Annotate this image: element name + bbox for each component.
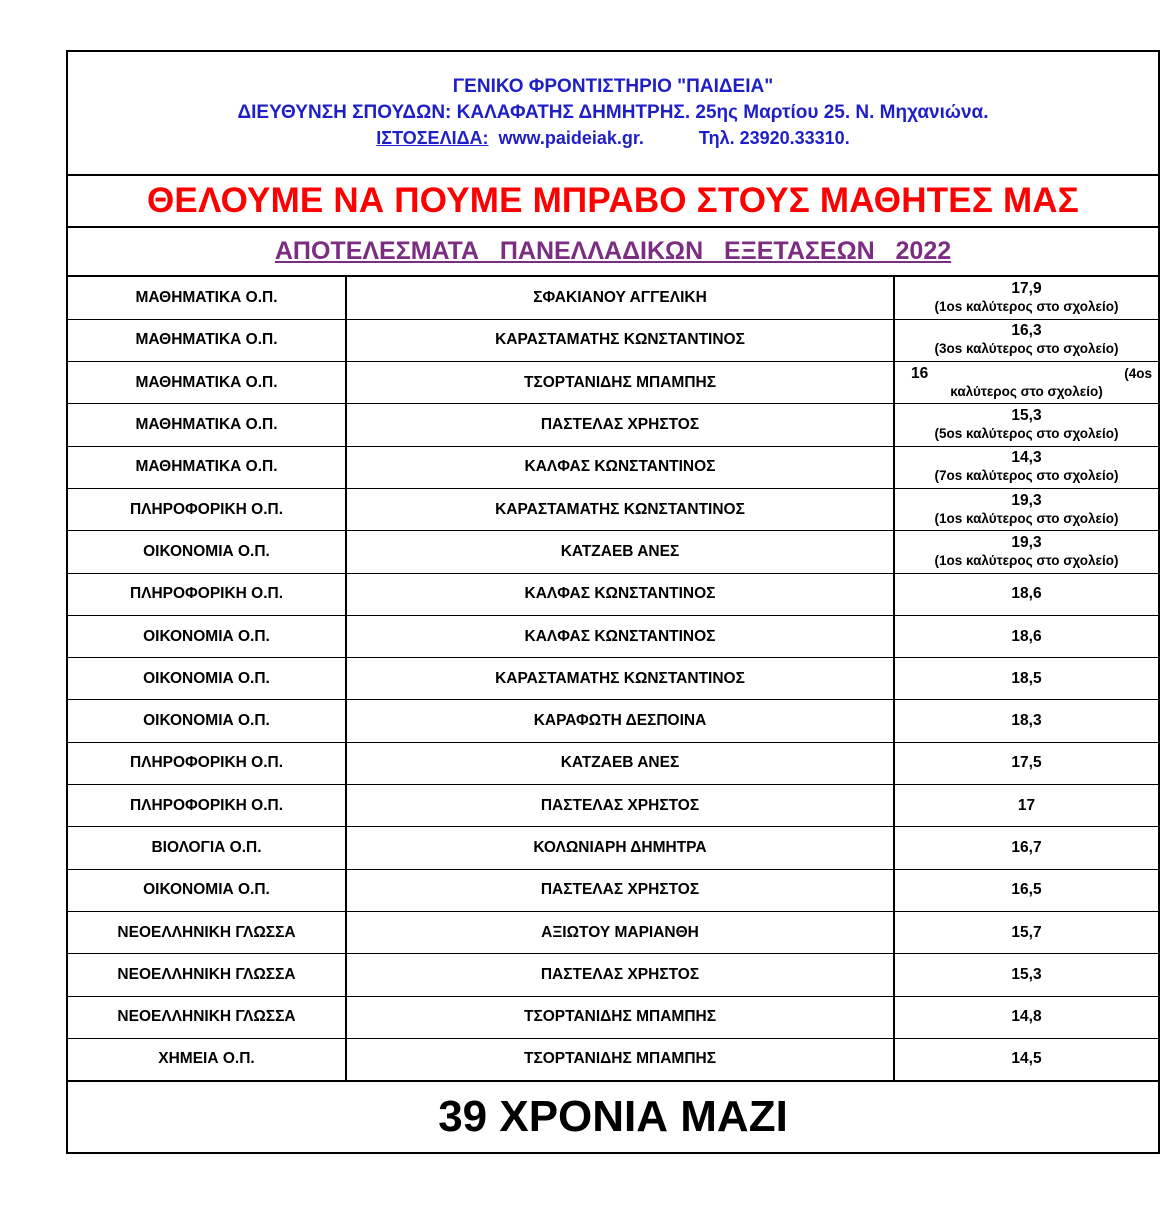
student-cell: ΤΣΟΡΤΑΝΙΔΗΣ ΜΠΑΜΠΗΣ — [346, 996, 894, 1038]
subject-cell: ΜΑΘΗΜΑΤΙΚΑ Ο.Π. — [68, 404, 346, 446]
grade-cell — [894, 488, 1158, 530]
grade-value: 16 — [911, 364, 929, 382]
subject-cell: ΟΙΚΟΝΟΜΙΑ Ο.Π. — [68, 615, 346, 657]
subject-cell: ΟΙΚΟΝΟΜΙΑ Ο.Π. — [68, 658, 346, 700]
grade-cell — [894, 700, 1158, 742]
results-sheet — [66, 50, 1160, 1154]
grade-cell — [894, 911, 1158, 953]
student-cell: ΚΑΡΑΣΤΑΜΑΤΗΣ ΚΩΝΣΤΑΝΤΙΝΟΣ — [346, 488, 894, 530]
subject-cell: ΠΛΗΡΟΦΟΡΙΚΗ Ο.Π. — [68, 742, 346, 784]
table-row — [68, 446, 1158, 488]
grade-cell — [894, 869, 1158, 911]
student-cell: ΚΑΛΦΑΣ ΚΩΝΣΤΑΝΤΙΝΟΣ — [346, 446, 894, 488]
grade-rank-note: καλύτερος στο σχολείο) — [950, 383, 1103, 399]
grade-cell — [894, 573, 1158, 615]
grade-cell — [894, 531, 1158, 573]
grade-cell — [894, 319, 1158, 361]
grade-rank-note: (1οs καλύτερος στο σχολείο) — [934, 510, 1119, 526]
table-row — [68, 869, 1158, 911]
table-row — [68, 742, 1158, 784]
subject-cell: ΒΙΟΛΟΓΙΑ Ο.Π. — [68, 827, 346, 869]
grade-cell — [894, 996, 1158, 1038]
website-link[interactable]: www.paideiak.gr. — [498, 128, 644, 148]
subject-cell: ΠΛΗΡΟΦΟΡΙΚΗ Ο.Π. — [68, 488, 346, 530]
grade-cell — [894, 827, 1158, 869]
table-row — [68, 404, 1158, 446]
student-cell: ΚΑΡΑΦΩΤΗ ΔΕΣΠΟΙΝΑ — [346, 700, 894, 742]
grade-value: 15,3 — [1011, 407, 1042, 425]
table-row — [68, 531, 1158, 573]
grade-value: 14,3 — [1011, 449, 1042, 467]
subject-cell: ΜΑΘΗΜΑΤΙΚΑ Ο.Π. — [68, 362, 346, 404]
table-row — [68, 615, 1158, 657]
subject-cell: ΜΑΘΗΜΑΤΙΚΑ Ο.Π. — [68, 319, 346, 361]
subject-cell: ΠΛΗΡΟΦΟΡΙΚΗ Ο.Π. — [68, 573, 346, 615]
school-name: ΓΕΝΙΚΟ ΦΡΟΝΤΙΣΤΗΡΙΟ "ΠΑΙΔΕΙΑ" — [452, 76, 774, 97]
grade-cell — [894, 954, 1158, 996]
student-cell: ΚΑΤΖΑΕΒ ΑΝΕΣ — [346, 531, 894, 573]
subject-cell: ΟΙΚΟΝΟΜΙΑ Ο.Π. — [68, 531, 346, 573]
grade-cell — [894, 1038, 1158, 1080]
table-row — [68, 319, 1158, 361]
student-cell: ΚΑΤΖΑΕΒ ΑΝΕΣ — [346, 742, 894, 784]
student-cell: ΤΣΟΡΤΑΝΙΔΗΣ ΜΠΑΜΠΗΣ — [346, 362, 894, 404]
grade-rank-note: (7οs καλύτερος στο σχολείο) — [934, 468, 1119, 484]
table-row — [68, 996, 1158, 1038]
table-row — [68, 827, 1158, 869]
student-cell: ΑΞΙΩΤΟΥ ΜΑΡΙΑΝΘΗ — [346, 911, 894, 953]
school-address: ΔΙΕΥΘΥΝΣΗ ΣΠΟΥΔΩΝ: ΚΑΛΑΦΑΤΗΣ ΔΗΜΗΤΡΗΣ. 25ης Μαρτίου 25. Ν. Μηχανιώνα. — [237, 102, 989, 123]
grade-cell — [894, 785, 1158, 827]
grade-value: 15,7 — [1011, 923, 1042, 941]
subject-cell: ΜΑΘΗΜΑΤΙΚΑ Ο.Π. — [68, 446, 346, 488]
student-cell: ΠΑΣΤΕΛΑΣ ΧΡΗΣΤΟΣ — [346, 869, 894, 911]
table-row — [68, 1038, 1158, 1080]
table-row — [68, 700, 1158, 742]
subject-cell: ΟΙΚΟΝΟΜΙΑ Ο.Π. — [68, 700, 346, 742]
grade-rank-note: (1οs καλύτερος στο σχολείο) — [934, 552, 1119, 568]
student-cell: ΤΣΟΡΤΑΝΙΔΗΣ ΜΠΑΜΠΗΣ — [346, 1038, 894, 1080]
grade-value: 18,6 — [1011, 585, 1042, 603]
grade-rank-note: (3οs καλύτερος στο σχολείο) — [934, 341, 1119, 357]
grade-value: 14,8 — [1011, 1008, 1042, 1026]
grade-value: 19,3 — [1011, 533, 1042, 551]
grade-cell — [894, 742, 1158, 784]
grade-cell — [894, 404, 1158, 446]
student-cell: ΠΑΣΤΕΛΑΣ ΧΡΗΣΤΟΣ — [346, 954, 894, 996]
table-row — [68, 362, 1158, 404]
grade-value: 18,6 — [1011, 627, 1042, 645]
table-row — [68, 911, 1158, 953]
subject-cell: ΝΕΟΕΛΛΗΝΙΚΗ ΓΛΩΣΣΑ — [68, 911, 346, 953]
grade-value: 18,5 — [1011, 669, 1042, 687]
subject-cell: ΝΕΟΕΛΛΗΝΙΚΗ ΓΛΩΣΣΑ — [68, 996, 346, 1038]
subject-cell: ΧΗΜΕΙΑ Ο.Π. — [68, 1038, 346, 1080]
results-title: ΑΠΟΤΕΛΕΣΜΑΤΑ ΠΑΝΕΛΛΑΔΙΚΩΝ ΕΞΕΤΑΣΕΩΝ 2022 — [68, 228, 1158, 277]
phone-number: Τηλ. 23920.33310. — [698, 128, 850, 148]
table-row — [68, 785, 1158, 827]
grade-value: 18,3 — [1011, 712, 1042, 730]
grade-value: 17,9 — [1011, 279, 1042, 297]
student-cell: ΚΑΡΑΣΤΑΜΑΤΗΣ ΚΩΝΣΤΑΝΤΙΝΟΣ — [346, 658, 894, 700]
student-cell: ΚΑΡΑΣΤΑΜΑΤΗΣ ΚΩΝΣΤΑΝΤΙΝΟΣ — [346, 319, 894, 361]
grade-value: 16,3 — [1011, 322, 1042, 340]
grade-value: 17,5 — [1011, 754, 1042, 772]
table-row — [68, 277, 1158, 319]
grade-rank-prefix: (4οs — [1124, 365, 1152, 381]
student-cell: ΠΑΣΤΕΛΑΣ ΧΡΗΣΤΟΣ — [346, 404, 894, 446]
table-row — [68, 954, 1158, 996]
subject-cell: ΜΑΘΗΜΑΤΙΚΑ Ο.Π. — [68, 277, 346, 319]
footer-slogan: 39 ΧΡΟΝΙΑ ΜΑΖΙ — [438, 1091, 788, 1141]
grade-cell — [894, 277, 1158, 319]
grade-cell — [894, 446, 1158, 488]
grade-cell — [894, 615, 1158, 657]
grade-value: 15,3 — [1011, 965, 1042, 983]
table-row — [68, 658, 1158, 700]
congratulations-banner: ΘΕΛΟΥΜΕ ΝΑ ΠΟΥΜΕ ΜΠΡΑΒΟ ΣΤΟΥΣ ΜΑΘΗΤΕΣ ΜΑΣ — [68, 176, 1158, 228]
table-row — [68, 573, 1158, 615]
grade-cell — [894, 362, 1158, 404]
subject-cell: ΝΕΟΕΛΛΗΝΙΚΗ ΓΛΩΣΣΑ — [68, 954, 346, 996]
student-cell: ΣΦΑΚΙΑΝΟΥ ΑΓΓΕΛΙΚΗ — [346, 277, 894, 319]
grade-value: 16,7 — [1011, 839, 1042, 856]
student-cell: ΚΟΛΩΝΙΑΡΗ ΔΗΜΗΤΡΑ — [346, 827, 894, 869]
student-cell: ΚΑΛΦΑΣ ΚΩΝΣΤΑΝΤΙΝΟΣ — [346, 573, 894, 615]
grade-value: 16,5 — [1011, 881, 1042, 899]
grade-value: 14,5 — [1011, 1050, 1042, 1068]
table-row — [68, 488, 1158, 530]
subject-cell: ΠΛΗΡΟΦΟΡΙΚΗ Ο.Π. — [68, 785, 346, 827]
school-header — [68, 52, 1158, 176]
grade-rank-note: (1οs καλύτερος στο σχολείο) — [934, 298, 1119, 314]
school-contact — [68, 126, 1158, 150]
grade-line — [895, 365, 1158, 383]
grade-value: 19,3 — [1011, 491, 1042, 509]
grade-cell — [894, 658, 1158, 700]
results-table — [68, 277, 1158, 1082]
subject-cell: ΟΙΚΟΝΟΜΙΑ Ο.Π. — [68, 869, 346, 911]
grade-rank-note: (5οs καλύτερος στο σχολείο) — [934, 426, 1119, 442]
website-label: ΙΣΤΟΣΕΛΙΔΑ: — [376, 128, 489, 148]
student-cell: ΠΑΣΤΕΛΑΣ ΧΡΗΣΤΟΣ — [346, 785, 894, 827]
grade-value: 17 — [1017, 796, 1036, 814]
student-cell: ΚΑΛΦΑΣ ΚΩΝΣΤΑΝΤΙΝΟΣ — [346, 615, 894, 657]
